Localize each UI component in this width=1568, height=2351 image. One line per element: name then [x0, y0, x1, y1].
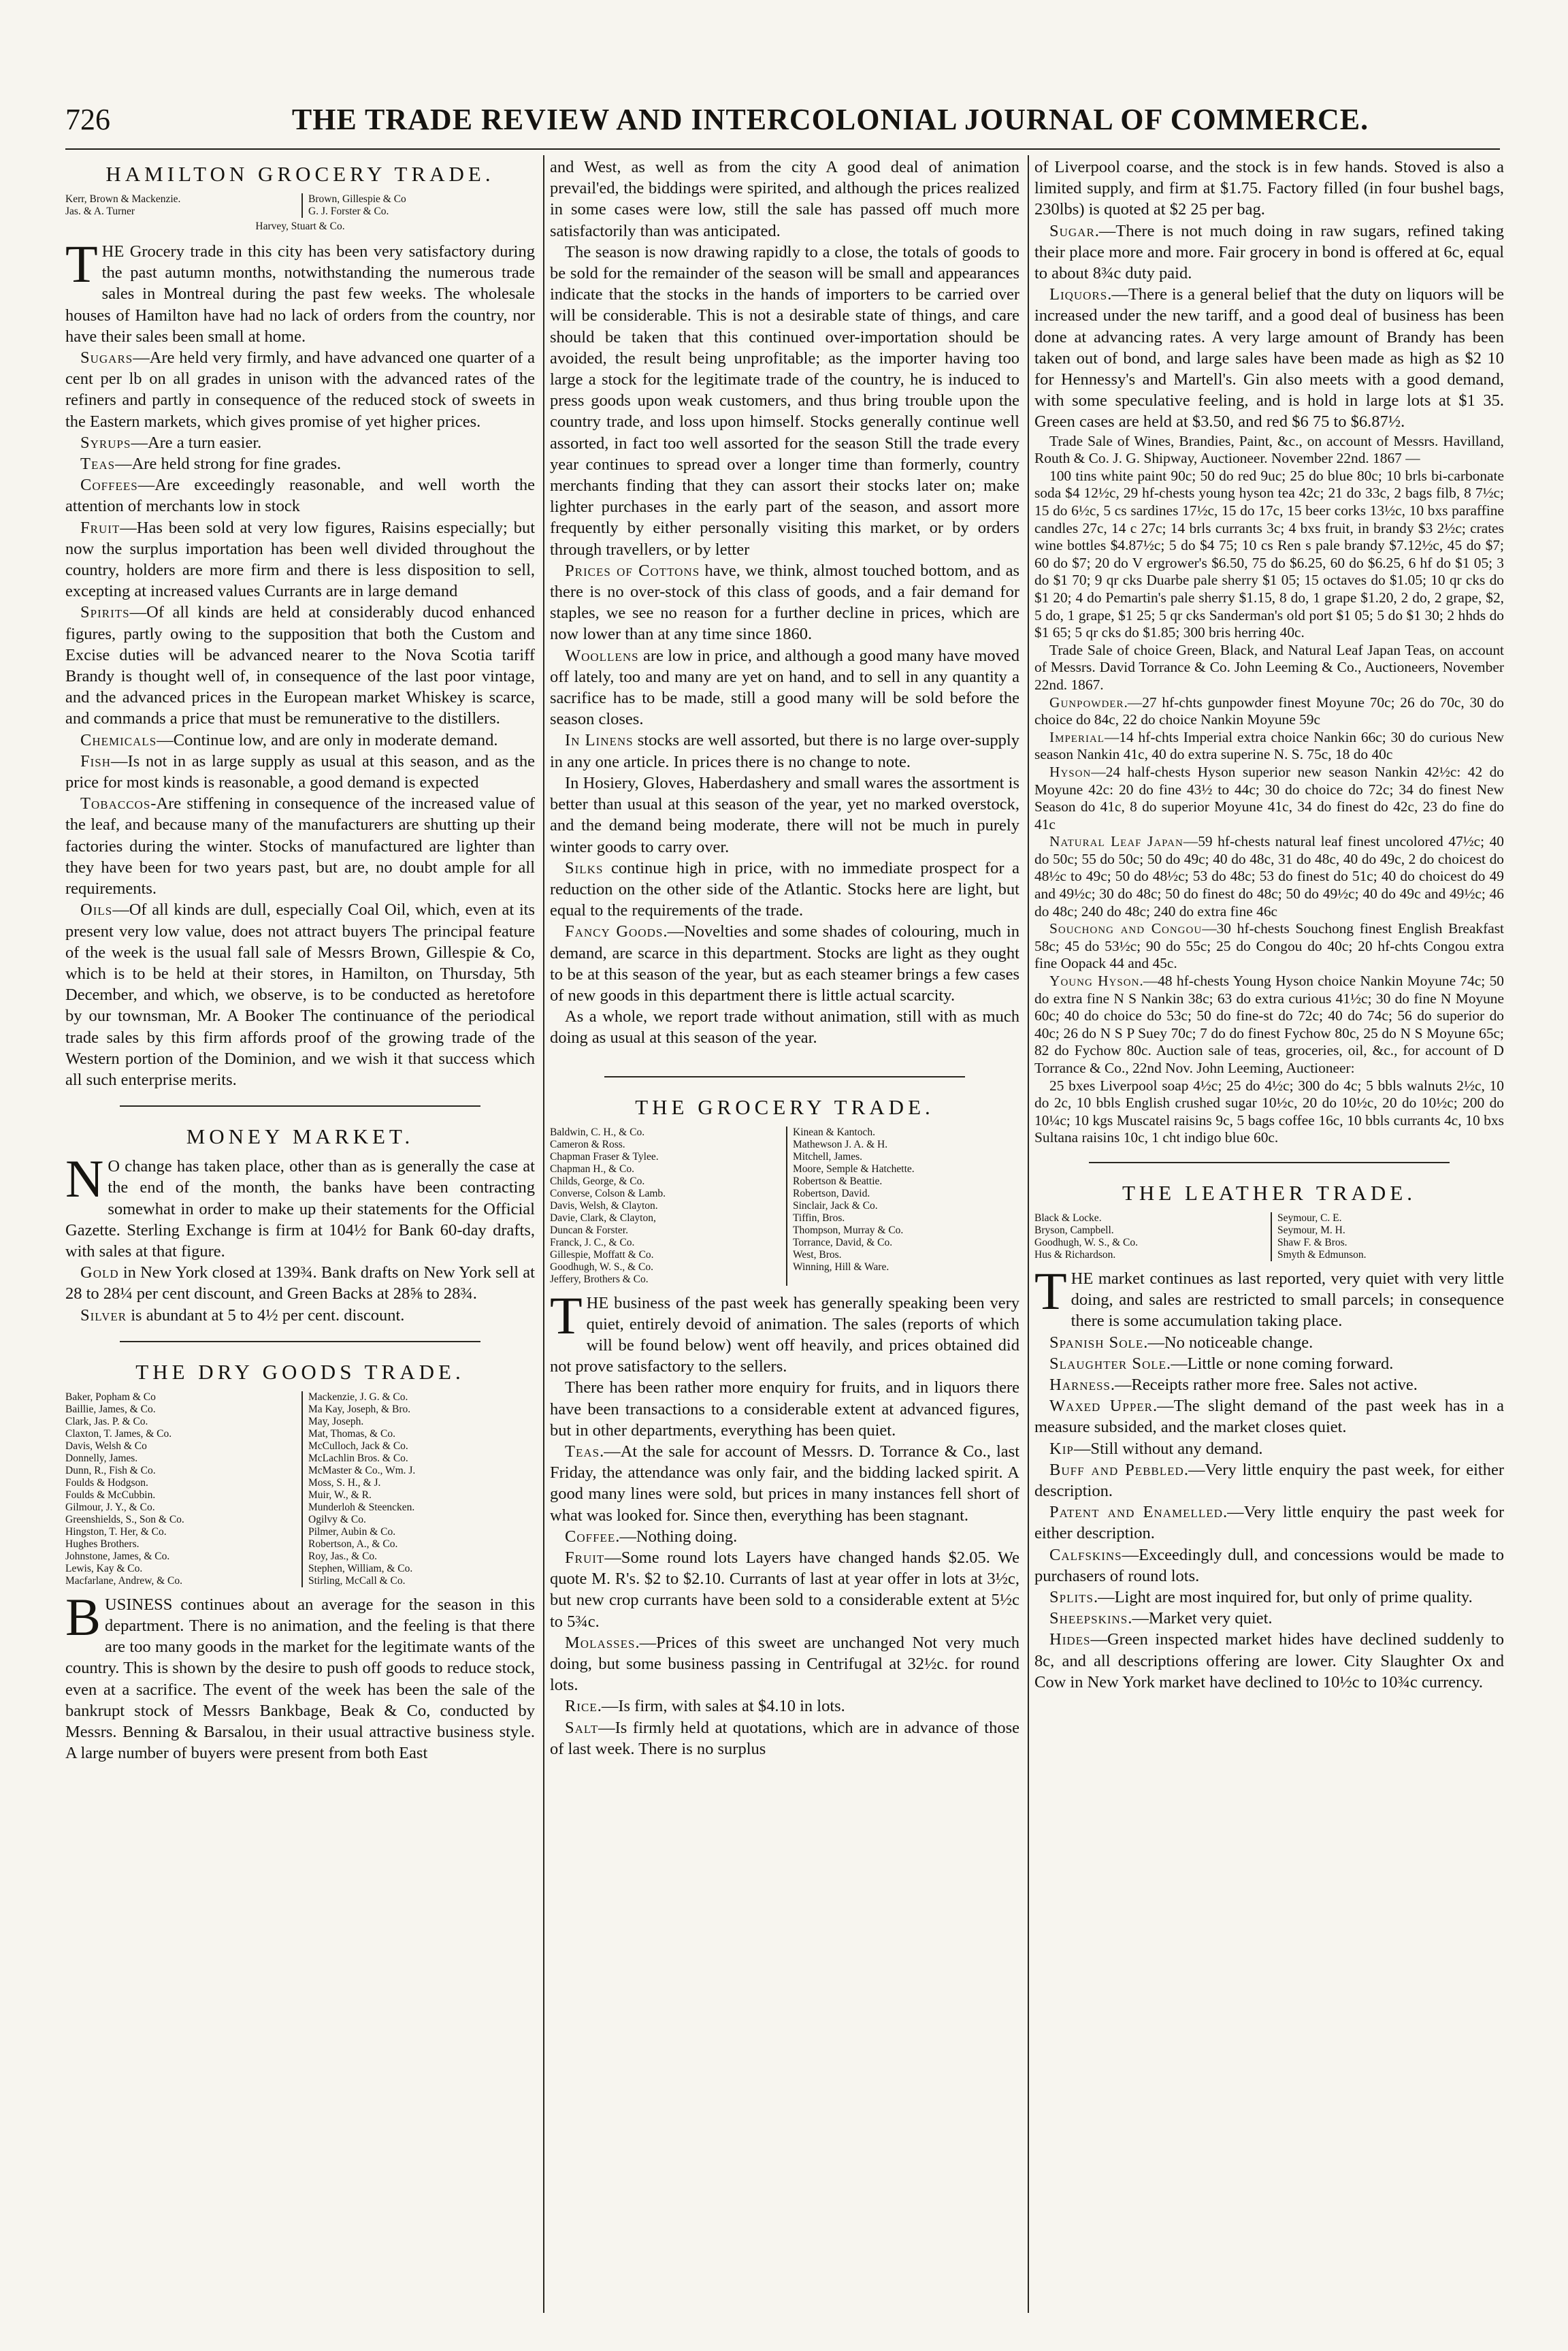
- money-gold: [65, 1262, 535, 1304]
- report-paragraph: [550, 1632, 1019, 1696]
- item-text: .—Very little enquiry the past week for either description.: [1034, 1503, 1504, 1543]
- item-label: Sugar: [1049, 221, 1095, 240]
- report-paragraph: [1034, 1502, 1504, 1544]
- report-paragraph: [1034, 1544, 1504, 1587]
- item-text: .—Nothing doing.: [615, 1527, 738, 1546]
- drygoods-intro-text: USINESS continues about an average for the season in this department. There is no animation, and the feeling is that there are too many goods in the market for the legitimate wants of the country. This is shown by the desire to push off goods to reduce stock, even at a sacrifice. The event of the week has been the sale of the bankrupt stock of Messrs Bankbage, Beak & Co, conducted by Messrs. Benning & Barsalou, in their usual attractive business style. A large number of buyers were present from both East: [65, 1595, 535, 1763]
- firm-name: Torrance, David, & Co.: [793, 1236, 893, 1248]
- report-paragraph: [550, 157, 1019, 242]
- item-label: Patent and Enamelled: [1049, 1503, 1223, 1522]
- item-text: .—There is a general belief that the duty on liquors will be increased under the new tariff, and a good deal of business has been done at advancing rates. A very large amount of Brandy has been taken out of bond, and large sales have been made as high as $2 10 for Hennessy's and Martell's. Gin also meets with a good demand, with some speculative feeling, and is hold in large lots at $1 35. Green cases are held at $3.50, and red $6 75 to $6.87½.: [1034, 285, 1504, 432]
- item-text: .—No noticeable change.: [1143, 1333, 1313, 1352]
- report-paragraph: [65, 899, 535, 1090]
- item-text: .—There is not much doing in raw sugars, refined taking their place more and more. Fair grocery in bond is offered at 6c, equal to about 8¾c duty paid.: [1034, 221, 1504, 283]
- firm-name: Greenshields, S., Son & Co.: [65, 1513, 184, 1525]
- hamilton-firms-left: [65, 193, 292, 218]
- report-paragraph: [65, 793, 535, 899]
- firm-name: Thompson, Murray & Co.: [793, 1224, 904, 1236]
- report-paragraph: [65, 730, 535, 751]
- firm-name: Tiffin, Bros.: [793, 1212, 845, 1224]
- item-label: Natural Leaf Japan: [1049, 833, 1183, 850]
- item-text: As a whole, we report trade without animation, still with as much doing as usual at this season of the year.: [550, 1007, 1019, 1048]
- item-label: Salt: [565, 1718, 599, 1737]
- firm-name: Foulds & McCubbin.: [65, 1489, 156, 1501]
- firm-name: Mathewson J. A. & H.: [793, 1138, 888, 1150]
- firm-name: Duncan & Forster.: [550, 1224, 628, 1236]
- firm-name: Moore, Semple & Hatchette.: [793, 1163, 915, 1175]
- firm-name: Baldwin, C. H., & Co.: [550, 1126, 645, 1138]
- firm-name: Seymour, M. H.: [1277, 1224, 1345, 1236]
- item-text: stocks are well assorted, but there is no large over-supply in any one article. In prices there is no change to note.: [550, 731, 1019, 771]
- item-label: Coffees: [80, 476, 138, 495]
- firm-name: Franck, J. C., & Co.: [550, 1236, 635, 1248]
- report-paragraph: [1034, 1438, 1504, 1459]
- hamilton-firms: [65, 193, 535, 218]
- report-paragraph: [1034, 1629, 1504, 1693]
- item-text: .—Market very quiet.: [1128, 1609, 1273, 1628]
- firm-name: Converse, Colson & Lamb.: [550, 1187, 666, 1199]
- section-rule: [604, 1076, 965, 1077]
- column-1: [65, 157, 535, 2314]
- firm-name: Dunn, R., Fish & Co.: [65, 1464, 156, 1476]
- firm-name: Winning, Hill & Ware.: [793, 1261, 889, 1273]
- item-text: —Green inspected market hides have declined suddenly to 8c, and all descriptions offering are lower. City Slaughter Ox and Cow in New York market have declined to 10½c to 10¾c currency.: [1034, 1630, 1504, 1691]
- silver-text: is abundant at 5 to 4½ per cent. discount.: [127, 1306, 405, 1325]
- report-paragraph: [550, 242, 1019, 560]
- item-label: Syrups: [80, 433, 131, 452]
- item-text: 25 bxes Liverpool soap 4½c; 25 do 4½c; 300 do 4c; 5 bbls walnuts 2½c, 10 do 2c, 10 bbls English crushed sugar 10½c, 20 do 10½c, 20 do 10½c; 200 do 10¼c; 10 kgs Muscatel raisins 9c, 5 bags coffee 16c, 10 bbls currants 4c, 10 bxs Sultana raisins 10c, 1 cht indigo blue 60c.: [1034, 1077, 1504, 1146]
- item-text: -Are stiffening in consequence of the increased value of the leaf, and because many of the manufacturers are shutting up their factories during the winter. Stocks of manufactured are lighter than they have been for two years past, but are, no doubt ample for all requirements.: [65, 794, 535, 898]
- section-rule: [120, 1105, 480, 1107]
- drygoods-firms: [65, 1391, 535, 1587]
- report-paragraph: [1034, 1077, 1504, 1147]
- firm-name: Mackenzie, J. G. & Co.: [308, 1391, 408, 1403]
- drygoods-firms-left: [65, 1391, 292, 1587]
- report-paragraph: [1034, 1459, 1504, 1502]
- report-paragraph: [65, 453, 535, 474]
- hamilton-firm-center: Harvey, Stuart & Co.: [255, 221, 345, 232]
- report-paragraph: [550, 1526, 1019, 1547]
- firm-name: Hingston, T. Her, & Co.: [65, 1525, 167, 1538]
- firm-name: Goodhugh, W. S., & Co.: [1034, 1236, 1139, 1248]
- item-text: In Hosiery, Gloves, Haberdashery and small wares the assortment is better than usual at this season of the year, yet no marked overstock, and the demand being moderate, there will not be much in purely winter goods to carry over.: [550, 773, 1019, 856]
- money-intro-text: O change has taken place, other than as is generally the case at the end of the month, the banks have been contracting somewhat in order to make up their statements for the Official Gazette. Sterling Exchange is firm at 104½ for Bank 60-day drafts, with sales at that figure.: [65, 1157, 535, 1261]
- firm-name: McLachlin Bros. & Co.: [308, 1452, 408, 1464]
- firm-name: Gilmour, J. Y., & Co.: [65, 1501, 155, 1513]
- firm-name: Hus & Richardson.: [1034, 1248, 1116, 1261]
- report-paragraph: [1034, 1608, 1504, 1629]
- report-paragraph: [550, 921, 1019, 1006]
- leather-heading: THE LEATHER TRADE.: [1122, 1180, 1417, 1205]
- item-label: Spanish Sole: [1049, 1333, 1144, 1352]
- firm-name: Mat, Thomas, & Co.: [308, 1427, 396, 1440]
- firm-name: Bryson, Campbell.: [1034, 1224, 1114, 1236]
- item-label: Oils: [80, 901, 113, 920]
- report-paragraph: [65, 602, 535, 729]
- firm-name: Johnstone, James, & Co.: [65, 1550, 170, 1562]
- item-text: —Still without any demand.: [1073, 1439, 1263, 1458]
- drygoods-continued: [550, 157, 1019, 1049]
- report-paragraph: [550, 645, 1019, 730]
- report-paragraph: [65, 474, 535, 517]
- item-label: Harness: [1049, 1376, 1111, 1394]
- item-label: Liquors: [1049, 285, 1108, 304]
- page-header: [65, 102, 1500, 143]
- report-paragraph: [1034, 920, 1504, 973]
- report-paragraph: [550, 1696, 1019, 1717]
- item-label: Silks: [565, 858, 604, 877]
- tea-sale-notice: Trade Sale of choice Green, Black, and Natural Leaf Japan Teas, on account of Messrs. David Torrance & Co. John Leeming & Co., Auctioneers, November 22nd. 1867.: [1034, 641, 1504, 693]
- item-label: Fancy Goods: [565, 922, 664, 941]
- item-label: Woollens: [565, 646, 639, 665]
- firm-name: Kinean & Kantoch.: [793, 1126, 875, 1138]
- item-text: —Is firmly held at quotations, which are in advance of those of last week. There is no surplus: [550, 1718, 1019, 1758]
- hamilton-heading: HAMILTON GROCERY TRADE.: [105, 162, 495, 186]
- item-label: Gunpowder: [1049, 694, 1124, 711]
- firm-name: Pilmer, Aubin & Co.: [308, 1525, 396, 1538]
- leather-items: [1034, 1332, 1504, 1693]
- item-label: Hides: [1049, 1630, 1091, 1649]
- item-text: .—Light are most inquired for, but only of prime quality.: [1093, 1588, 1473, 1607]
- item-text: —Is not in as large supply as usual at this season, and as the price for most kinds is reasonable, a good demand is expected: [65, 751, 535, 792]
- item-label: Teas: [565, 1442, 600, 1461]
- firm-name: Muir, W., & R.: [308, 1489, 372, 1501]
- item-text: .—At the sale for account of Messrs. D. Torrance & Co., last Friday, the attendance was only fair, and the bidding lacked spirit. A good many lines were sold, but prices in many instances fell short of what was looked for. Since then, everything has been stagnant.: [550, 1442, 1019, 1525]
- item-label: Fruit: [80, 518, 120, 537]
- report-paragraph: [65, 517, 535, 602]
- item-text: .—Receipts rather more free. Sales not active.: [1110, 1376, 1418, 1394]
- report-paragraph: [1034, 221, 1504, 285]
- firm-name: Lewis, Kay & Co.: [65, 1562, 143, 1574]
- item-label: Waxed Upper: [1049, 1397, 1154, 1416]
- report-paragraph: [1034, 973, 1504, 1077]
- item-text: —24 half-chests Hyson superior new season Nankin 42½c: 42 do Moyune 42c: 20 do fine 43½ to 44c; 30 do choice do 72c; 34 do finest New Season do 41c, 8 do superior Moyune 41c, 34 do finest do 42c, 23 do fine do 41c: [1034, 763, 1504, 832]
- item-text: —59 hf-chests natural leaf finest uncolored 47½c; 40 do 50c; 55 do 50c; 50 do 49c; 40 do 48c, 31 do 48c, 40 do 49c, 2 do choicest do 48½c to 49c; 50 do 48½c; 53 do 48c; 53 do finest do 51c; 40 do choicest do 49 and 49½c; 30 do 48c; 50 do finest do 48c; 50 do 49½c; 40 do 49c and 49½c; 46 do 48c; 240 do 48c; 240 do extra fine 46c: [1034, 833, 1504, 920]
- report-paragraph: [65, 347, 535, 432]
- grocery-intro-text: HE business of the past week has generally speaking been very quiet, entirely devoid of animation. The sales (reports of which will be found below) went off heavily, and prices obtained did not prove satisfactory to the sellers.: [550, 1293, 1019, 1376]
- gold-text: in New York closed at 139¾. Bank drafts on New York sell at 28 to 28¼ per cent discount, and Green Backs at 28⅝ to 28¾.: [65, 1263, 535, 1303]
- report-paragraph: [1034, 284, 1504, 432]
- item-text: —Are held very firmly, and have advanced one quarter of a cent per lb on all grades in unison with the advanced rates of the refiners and partly in consequence of the reduced stock of sweets in the Eastern markets, which gives promise of yet higher prices.: [65, 348, 535, 431]
- drop-cap: T: [65, 234, 98, 293]
- item-text: —Continue low, and are only in moderate demand.: [157, 730, 498, 749]
- leather-firms: [1034, 1212, 1504, 1261]
- wine-sale-notice: Trade Sale of Wines, Brandies, Paint, &c., on account of Messrs. Havilland, Routh & Co. J. G. Shipway, Auctioneer. November 22nd. 1867 —: [1034, 432, 1504, 467]
- item-text: and West, as well as from the city A good deal of animation prevail'ed, the biddings were spirited, and although the prices realized in some cases were low, still the sale has passed off much more satisfactorily than was anticipated.: [550, 158, 1019, 240]
- item-text: The season is now drawing rapidly to a close, the totals of goods to be sold for the remainder of the season will be small and appearances indicate that the stocks in the hands of importers to be carried over will be considerable. This is not a desirable state of things, and care should be taken that this continued over-importation should be avoided, the result being unprofitable; as the importer having too large a stock for the legitimate trade of the country, he is induced to press goods upon weak customers, and thus bring trouble upon the country trade, and loss upon himself. Stocks generally continue well assorted, in fact too well assorted for the season Still the trade every year continues to spread over a longer time than formerly, country merchants finding that they can assort their stocks later on; make lighter purchases in the early part of the season, and assort more frequently by either personally visiting this market, or by orders through travellers, or by letter: [550, 242, 1019, 559]
- item-text: —Exceedingly dull, and concessions would be made to purchasers of round lots.: [1034, 1545, 1504, 1585]
- firm-name: Cameron & Ross.: [550, 1138, 625, 1150]
- money-heading: MONEY MARKET.: [186, 1124, 414, 1149]
- grocery-heading: THE GROCERY TRADE.: [635, 1095, 934, 1119]
- report-paragraph: [550, 773, 1019, 858]
- firm-name: Stirling, McCall & Co.: [308, 1574, 406, 1587]
- firm-name: Donnelly, James.: [65, 1452, 138, 1464]
- firm-name: May, Joseph.: [308, 1415, 364, 1427]
- report-paragraph: [550, 730, 1019, 772]
- report-paragraph: [550, 858, 1019, 922]
- item-label: Tobaccos: [80, 794, 151, 813]
- report-paragraph: [1034, 1353, 1504, 1374]
- firm-name: Ogilvy & Co.: [308, 1513, 366, 1525]
- report-paragraph: [550, 560, 1019, 645]
- item-label: Molasses: [565, 1633, 636, 1652]
- item-label: Chemicals: [80, 730, 157, 749]
- drop-cap: B: [65, 1587, 101, 1647]
- item-label: Imperial: [1049, 728, 1105, 745]
- tea-sale-lines: [1034, 694, 1504, 1147]
- money-intro: [65, 1149, 535, 1262]
- firm-name: Smyth & Edmunson.: [1277, 1248, 1367, 1261]
- firm-name: Goodhugh, W. S., & Co.: [550, 1261, 654, 1273]
- item-text: —Are exceedingly reasonable, and well worth the attention of merchants low in stock: [65, 476, 535, 516]
- drop-cap: T: [550, 1285, 583, 1345]
- item-text: .—Prices of this sweet are unchanged Not very much doing, but some business passing in Centrifugal at 32½c. for round lots.: [550, 1633, 1019, 1695]
- grocery-continued: [1034, 157, 1504, 433]
- item-text: —Has been sold at very low figures, Raisins especially; but now the surplus importation has been well divided throughout the country, holders are more firm and there is less disposition to sell, excepting at increased values Currants are in large demand: [65, 518, 535, 601]
- firm-name: Robertson & Beattie.: [793, 1175, 883, 1187]
- item-label: Coffee: [565, 1527, 616, 1546]
- item-text: are low in price, and although a good many have moved off lately, too and many are yet on hand, and to sell in any quantity a sacrifice has to be made, still a good many will be sold before the season closes.: [550, 646, 1019, 729]
- gold-label: Gold: [80, 1263, 119, 1282]
- item-text: —14 hf-chts Imperial extra choice Nankin 66c; 30 do curious New season Nankin 41c, 40 do extra superine N. S. 75c, 18 do 40c: [1034, 728, 1504, 763]
- firm-name: Baker, Popham & Co: [65, 1391, 156, 1403]
- item-text: —Of all kinds are dull, especially Coal Oil, which, even at its present very low value, does not attract buyers The principal feature of the week is the usual fall sale of Messrs Brown, Gillespie & Co, which is to be held at their stores, in Hamilton, on Thursday, 5th December, and which, we observe, is to be conducted as heretofore by our townsman, Mr. A Booker The continuance of the periodical trade sales by this firm affords proof of the growing trade of the Western portion of the Dominion, and we wish it that success which all such enterprise merits.: [65, 901, 535, 1089]
- report-paragraph: [550, 1377, 1019, 1441]
- item-text: .—48 hf-chests Young Hyson choice Nankin Moyune 74c; 50 do extra fine N S Nankin 38c; 63 do extra curious 41½c; 30 do fine N Moyune 60c; 40 do choice do 53c; 50 do fine-st do 72c; 40 do 74c; 56 do superior do 40c; 26 do N S P Suey 70c; 7 do do finest Fychow 80c, 25 do N S Moyune 65c; 82 do Fychow 80c. Auction sale of teas, groceries, oil, &c., for account of D Torrance & Co., 22nd Nov. John Leeming, Auctioneer:: [1034, 973, 1504, 1077]
- item-label: Kip: [1049, 1439, 1074, 1458]
- firm-name: Ma Kay, Joseph, & Bro.: [308, 1403, 411, 1415]
- firm-name: Claxton, T. James, & Co.: [65, 1427, 172, 1440]
- item-text: —30 hf-chests Souchong finest English Breakfast 58c; 45 do 53½c; 90 do 55c; 25 do Congou do 40c; 20 hf-chts Congou extra fine Oopack 44 and 45c.: [1034, 920, 1504, 972]
- column-3: [1034, 157, 1504, 2314]
- report-paragraph: [1034, 1395, 1504, 1438]
- report-paragraph: [1034, 1587, 1504, 1608]
- item-text: .—Novelties and some shades of colouring, much in demand, are scarce in this department. Stocks are light as they ought to be at this season of the year, but as each steamer brings a few cases of new goods in this department there is little actual scarcity.: [550, 922, 1019, 1005]
- hamilton-intro: [65, 234, 535, 347]
- firm-name: Mitchell, James.: [793, 1150, 863, 1163]
- section-rule: [120, 1341, 480, 1342]
- column-separator-1: [543, 155, 544, 2313]
- grocery-firms: [550, 1126, 1019, 1286]
- hamilton-intro-text: HE Grocery trade in this city has been very satisfactory during the past autumn months, notwithstanding the numerous trade sales in Montreal during the past few weeks. The wholesale houses of Hamilton have had no lack of orders from the country, nor have their sales been small at home.: [65, 242, 535, 346]
- item-text: .—Little or none coming forward.: [1166, 1354, 1394, 1373]
- item-text: .—Is firm, with sales at $4.10 in lots.: [597, 1697, 845, 1716]
- column-2: [550, 157, 1019, 2314]
- firm-name: Davie, Clark, & Clayton,: [550, 1212, 656, 1224]
- report-paragraph: [65, 751, 535, 793]
- firm-name: Roy, Jas., & Co.: [308, 1550, 378, 1562]
- firm-name: Robertson, A., & Co.: [308, 1538, 398, 1550]
- item-label: Spirits: [80, 603, 130, 622]
- firm-name: Shaw F. & Bros.: [1277, 1236, 1348, 1248]
- item-text: —Are a turn easier.: [131, 433, 262, 452]
- firm-name: Davis, Welsh, & Clayton.: [550, 1199, 658, 1212]
- item-text: —Are held strong for fine grades.: [115, 455, 342, 474]
- firm-name: Black & Locke.: [1034, 1212, 1102, 1224]
- item-text: .—The slight demand of the past week has in a measure subsided, and the market closes quiet.: [1034, 1397, 1504, 1437]
- firm-name: Gillespie, Moffatt & Co.: [550, 1248, 654, 1261]
- leather-firms-left: [1034, 1212, 1261, 1261]
- report-paragraph: [550, 1547, 1019, 1632]
- drop-cap: T: [1034, 1261, 1067, 1320]
- silver-label: Silver: [80, 1306, 127, 1325]
- drygoods-heading: THE DRY GOODS TRADE.: [135, 1359, 465, 1384]
- firm-name: Seymour, C. E.: [1277, 1212, 1342, 1224]
- report-paragraph: [65, 432, 535, 453]
- firm-name: Macfarlane, Andrew, & Co.: [65, 1574, 183, 1587]
- grocery-firms-right: [786, 1126, 1019, 1286]
- leather-firms-right: [1271, 1212, 1504, 1261]
- item-text: .—Very little enquiry the past week, for either description.: [1034, 1460, 1504, 1501]
- item-label: Fruit: [565, 1548, 605, 1567]
- item-label: Prices of Cottons: [565, 561, 700, 580]
- column-separator-2: [1028, 155, 1029, 2313]
- item-label: In Linens: [565, 731, 634, 750]
- grocery-firms-left: [550, 1126, 777, 1286]
- firm-name: Baillie, James, & Co.: [65, 1403, 156, 1415]
- report-paragraph: [550, 1441, 1019, 1526]
- firm-name: Jas. & A. Turner: [65, 206, 135, 217]
- grocery-items: [550, 1377, 1019, 1760]
- item-label: Rice: [565, 1697, 598, 1716]
- item-label: Slaughter Sole: [1049, 1354, 1167, 1373]
- wine-sale-lines: 100 tins white paint 90c; 50 do red 9uc; 25 do blue 80c; 10 brls bi-carbonate soda $4 12½c, 29 hf-chests young hyson tea 42c; 21 do 33c, 2 bags filb, 8 7½c; 15 do 6½c, 5 cs sardines 17½c, 15 do 17c, 15 beer corks 13½c, 10 bxs paraffine candles 27c, 14 c 27c; 14 brls currants 3c; 4 bxs fruit, in brandy $3 2½c; crates wine bottles $4.87½c; 5 do $4 75; 10 cs Ren s pale brandy $7.12½c, 45 do $7; 60 do $7; 20 do V ergrower's $6.50, 75 do $6.25, 60 do $6.25, 6 hf do $1 05; 3 do $1 70; 9 qr cks Duarbe pale sherry $1 05; 15 octaves do $1.05; 10 qr cks do $1 20; 4 do Pemartin's pale sherry $1.15, 8 do, 1 grape $1.20, 2 do, 2 grape, $2, 5 do, 1 grape, $1 25; 5 qr cks Sanderman's old port $1 05; 5 do $1 30; 2 hhds do $1 65; 5 qr cks do $1.85; 300 bris herring 40c.: [1034, 467, 1504, 641]
- money-silver: [65, 1305, 535, 1326]
- item-label: Sheepskins: [1049, 1609, 1128, 1628]
- report-paragraph: [1034, 729, 1504, 764]
- report-paragraph: [1034, 833, 1504, 920]
- firm-name: Childs, George, & Co.: [550, 1175, 645, 1187]
- item-text: There has been rather more enquiry for fruits, and in liquors there have been transactions to a considerable extent at advanced figures, but in other departments, everything has been quiet.: [550, 1378, 1019, 1440]
- drop-cap: N: [65, 1149, 104, 1209]
- hamilton-firms-right: [301, 193, 535, 218]
- firm-name: Robertson, David.: [793, 1187, 870, 1199]
- item-text: .—27 hf-chts gunpowder finest Moyune 70c; 26 do 70c, 30 do choice do 84c, 22 do choice Nankin Moyune 59c: [1034, 694, 1504, 728]
- item-text: —Of all kinds are held at considerably ducod enhanced figures, partly owing to the supposition that both the Custom and Excise duties will be advanced nearer to the Nova Scotia tariff Brandy is thought well of, in consequence of the last poor vintage, and the advanced prices in the European market Whiskey is scarce, and commands a price that must be remunerative to the distillers.: [65, 603, 535, 728]
- firm-name: Foulds & Hodgson.: [65, 1476, 148, 1489]
- report-paragraph: [1034, 1374, 1504, 1395]
- firm-name: Jeffery, Brothers & Co.: [550, 1273, 649, 1285]
- firm-name: West, Bros.: [793, 1248, 842, 1261]
- firm-name: McMaster & Co., Wm. J.: [308, 1464, 416, 1476]
- drygoods-firms-right: [301, 1391, 535, 1587]
- firm-name: Sinclair, Jack & Co.: [793, 1199, 878, 1212]
- leather-intro-text: HE market continues as last reported, very quiet with very little doing, and sales are restricted to small parcels; in consequence there is some accumulation taking place.: [1071, 1269, 1504, 1331]
- item-text: of Liverpool coarse, and the stock is in few hands. Stoved is also a limited supply, and firm at $1.75. Factory filled (in four bushel bags, 230lbs) is quoted at $2 25 per bag.: [1034, 158, 1504, 219]
- firm-name: Munderloh & Steencken.: [308, 1501, 415, 1513]
- firm-name: Stephen, William, & Co.: [308, 1562, 413, 1574]
- report-paragraph: [1034, 157, 1504, 221]
- firm-name: Clark, Jas. P. & Co.: [65, 1415, 148, 1427]
- header-rule: [65, 148, 1500, 150]
- item-text: have, we think, almost touched bottom, and as there is no over-stock of this class of goods, and a fair demand for staples, we see no reason for a further decline in prices, which are now lower than at any time since 1860.: [550, 561, 1019, 644]
- item-label: Teas: [80, 455, 116, 474]
- running-title: THE TRADE REVIEW AND INTERCOLONIAL JOURNAL OF COMMERCE.: [291, 103, 1369, 136]
- item-label: Calfskins: [1049, 1545, 1122, 1564]
- item-text: continue high in price, with no immediate prospect for a reduction on the other side of the Atlantic. Stocks here are light, but equal to the requirements of the trade.: [550, 858, 1019, 920]
- firm-name: Moss, S. H., & J.: [308, 1476, 381, 1489]
- firm-name: Chapman Fraser & Tylee.: [550, 1150, 659, 1163]
- page-number: 726: [65, 103, 110, 136]
- section-rule: [1089, 1162, 1450, 1163]
- item-text: —Some round lots Layers have changed hands $2.05. We quote M. R's. $2 to $2.10. Currants of last at year offer in lots at 3½c, but new crop currants have been sold to a considerable extent at 5½c to 5¾c.: [550, 1548, 1019, 1631]
- firm-name: Kerr, Brown & Mackenzie.: [65, 193, 181, 205]
- item-label: Souchong and Congou: [1049, 920, 1203, 937]
- leather-intro: [1034, 1261, 1504, 1332]
- report-paragraph: [1034, 694, 1504, 729]
- drygoods-intro: [65, 1587, 535, 1764]
- item-label: Fish: [80, 751, 112, 771]
- report-paragraph: [550, 1006, 1019, 1048]
- item-label: Hyson: [1049, 763, 1092, 780]
- firm-name: Brown, Gillespie & Co: [308, 193, 406, 205]
- firm-name: Davis, Welsh & Co: [65, 1440, 147, 1452]
- firm-name: Chapman H., & Co.: [550, 1163, 634, 1175]
- item-label: Young Hyson: [1049, 973, 1140, 990]
- report-paragraph: [550, 1717, 1019, 1760]
- item-label: Buff and Pebbled: [1049, 1460, 1184, 1479]
- report-paragraph: [1034, 1332, 1504, 1353]
- grocery-intro: [550, 1285, 1019, 1378]
- item-label: Splits: [1049, 1588, 1094, 1607]
- firm-name: G. J. Forster & Co.: [308, 206, 389, 217]
- item-label: Sugars: [80, 348, 133, 368]
- firm-name: Hughes Brothers.: [65, 1538, 140, 1550]
- report-paragraph: [1034, 764, 1504, 833]
- firm-name: McCulloch, Jack & Co.: [308, 1440, 408, 1452]
- hamilton-items: [65, 347, 535, 1090]
